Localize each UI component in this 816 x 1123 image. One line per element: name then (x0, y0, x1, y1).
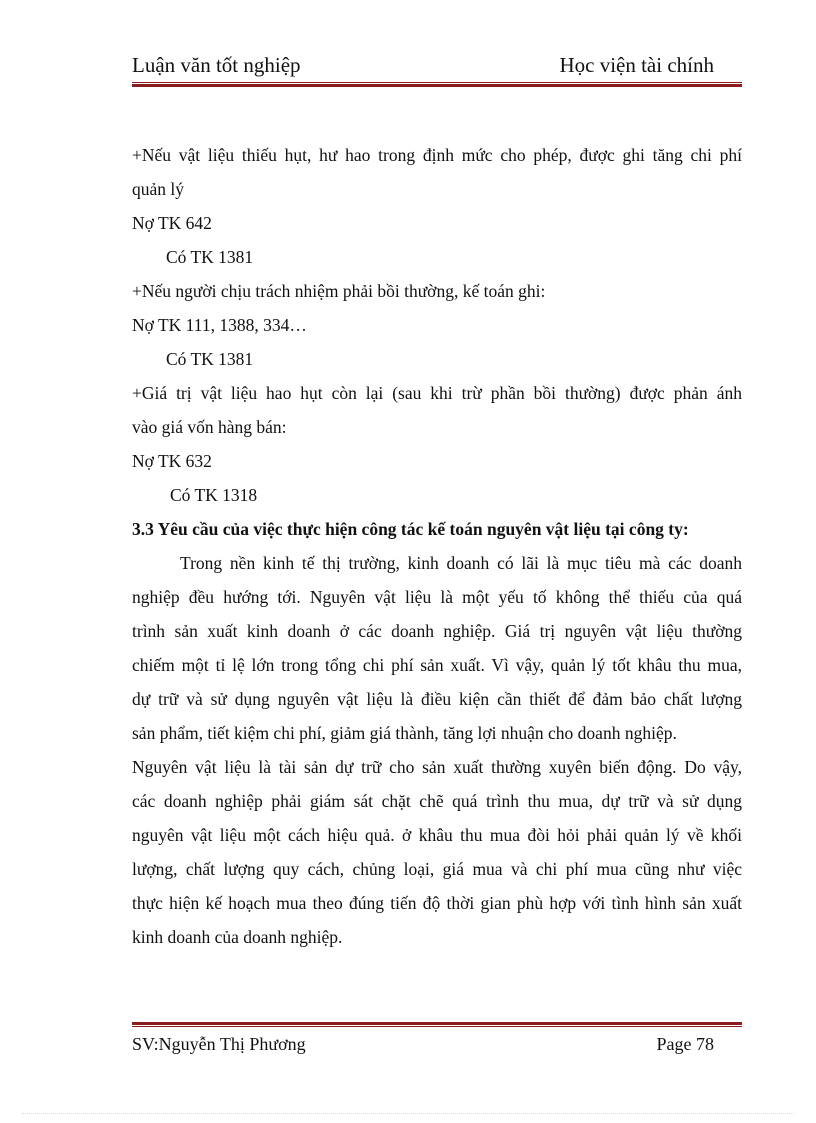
text-line: Nợ TK 632 (132, 451, 212, 471)
header-rule-thin (132, 82, 742, 83)
text-line: +Nếu vật liệu thiếu hụt, hư hao trong định mức cho phép, được ghi tăng chi phí (132, 145, 742, 165)
text-line: Có TK 1381 (166, 349, 254, 369)
paragraph-line: dự trữ và sử dụng nguyên vật liệu là điều kiện cần thiết để đảm bảo chất lượng (132, 689, 742, 709)
text-line: +Giá trị vật liệu hao hụt còn lại (sau khi trừ phần bồi thường) được phản ánh (132, 383, 742, 403)
paragraph-line: thực hiện kế hoạch mua theo đúng tiến độ thời gian phù hợp với tình hình sản xuất (132, 893, 742, 913)
text-line: vào giá vốn hàng bán: (132, 417, 287, 437)
paragraph-1 (132, 546, 742, 750)
paragraph-line: lượng, chất lượng quy cách, chủng loại, giá mua và chi phí mua cũng như việc (132, 859, 742, 879)
text-line: quản lý (132, 179, 185, 199)
page-bottom-edge (22, 1113, 794, 1114)
paragraph-line: nghiệp đều hướng tới. Nguyên vật liệu là một yếu tố không thể thiếu của quá (132, 587, 742, 607)
paragraph-2 (132, 750, 742, 954)
footer-rule-thin (132, 1026, 742, 1027)
footer-rule-thick (132, 1022, 742, 1025)
text-line: Có TK 1318 (170, 485, 258, 505)
section-heading: 3.3 Yêu cầu của việc thực hiện công tác kế toán nguyên vật liệu tại công ty: (132, 519, 689, 539)
paragraph-line: chiếm một tỉ lệ lớn trong tổng chi phí sản xuất. Vì vậy, quản lý tốt khâu thu mua, (132, 655, 742, 675)
header-rule-thick (132, 84, 742, 87)
footer-student-name: SV:Nguyễn Thị Phương (132, 1034, 306, 1054)
paragraph-line: Trong nền kinh tế thị trường, kinh doanh có lãi là mục tiêu mà các doanh (180, 553, 742, 573)
page-header (132, 50, 742, 80)
paragraph-line: sản phẩm, tiết kiệm chi phí, giảm giá thành, tăng lợi nhuận cho doanh nghiệp. (132, 723, 677, 743)
text-line: Nợ TK 642 (132, 213, 212, 233)
header-thesis-title: Luận văn tốt nghiệp (132, 53, 301, 77)
paragraph-line: các doanh nghiệp phải giám sát chặt chẽ quá trình thu mua, dự trữ và sử dụng (132, 791, 742, 811)
paragraph-line: Nguyên vật liệu là tài sản dự trữ cho sản xuất thường xuyên biến động. Do vậy, (132, 757, 742, 777)
page-footer (132, 1030, 742, 1058)
text-line: Có TK 1381 (166, 247, 254, 267)
footer-page-number: Page 78 (656, 1034, 714, 1054)
paragraph-line: trình sản xuất kinh doanh ở các doanh nghiệp. Giá trị nguyên vật liệu thường (132, 621, 742, 641)
text-line: +Nếu người chịu trách nhiệm phải bồi thường, kế toán ghi: (132, 281, 546, 301)
header-institution: Học viện tài chính (559, 53, 714, 77)
paragraph-line: kinh doanh của doanh nghiệp. (132, 927, 343, 947)
page-body (132, 138, 742, 954)
paragraph-line: nguyên vật liệu một cách hiệu quả. ở khâu thu mua đòi hỏi phải quản lý về khối (132, 825, 742, 845)
text-line: Nợ TK 111, 1388, 334… (132, 315, 307, 335)
